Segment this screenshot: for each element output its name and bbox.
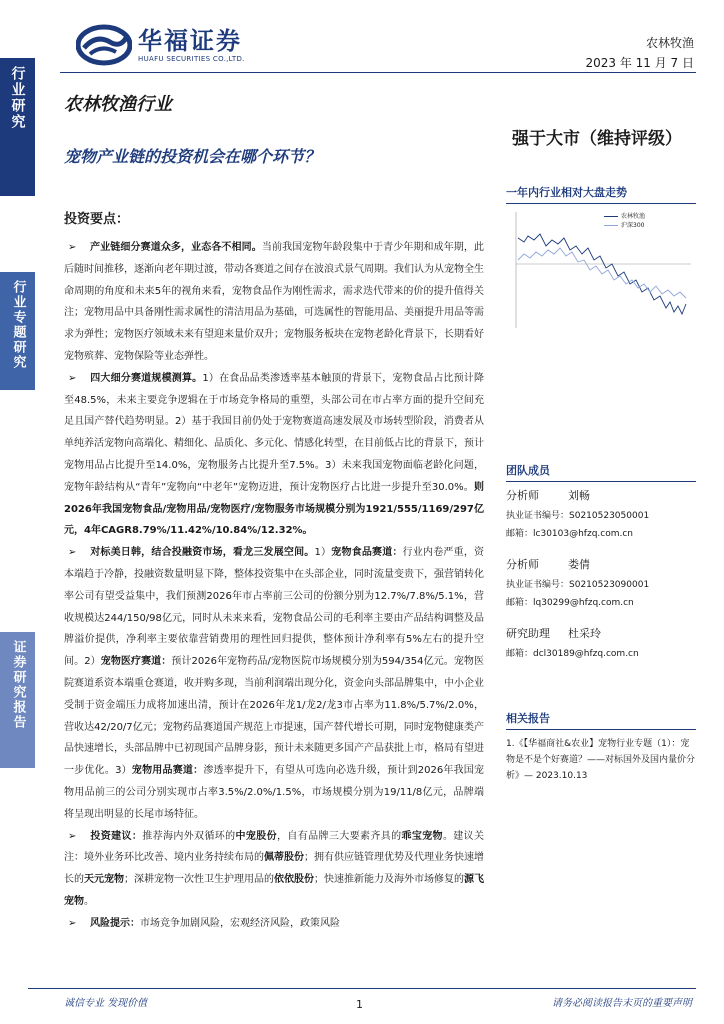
investment-highlights <box>64 208 484 935</box>
paragraph-benchmark: ➢ 对标美日韩，结合投融资市场，看龙三发展空间。1）宠物食品赛道：行业内卷严重，资本端趋于冷静，投融资数量明显下降，整体投资集中在头部企业，同时流量变贵下，强营销转化率公司有望受益集中，我们预测2026年市占率前三公司的份额分别为12.7%/7.8%/5.1%，营收规模达244/150/98亿元，同时从未来来看，宠物食品公司的毛利率主要由产品结构调整及品牌溢价提供，净利率主要依靠营销费用的理性回归提供，整体预计净利率有5%左右的提升空间。2）宠物医疗赛道：预计2026年宠物药品/宠物医院市场规模分别为594/354亿元。宠物医院赛道系资本端重仓赛道，收并购多现，当前利润端出现分化，资金向头部品牌集中，中小企业受制于资金端压力成将加速出清，预计在2026年龙1/龙2/龙3市占率为11.8%/5.7%/2.0%，营收达42/20/7亿元；宠物药品赛道国产规范上市提速，国产替代增长可期，同时宠物健康类产品快速增长，头部品牌中已初现国产品牌身影，预计未来随更多国产产品获批上市，格局有望进一步优化。3）宠物用品赛道：渗透率提升下，有望从可选向必选升级，预计到2026年我国宠物用品前三的公司分别实现市占率3.5%/2.0%/1.5%，市场规模分别为19/11/8亿元，品牌端将呈现出明显的长尾市场特征。 <box>64 542 484 825</box>
team-members-section <box>506 462 696 663</box>
company-logo <box>76 24 245 66</box>
member-email[interactable]: dcl30189@hfzq.com.cn <box>533 649 639 659</box>
page-number: 1 <box>356 998 363 1011</box>
team-member: 研究助理 杜采玲 邮箱：dcl30189@hfzq.com.cn <box>506 627 639 659</box>
member-name: 娄倩 <box>568 558 590 571</box>
related-report-link[interactable]: 1.《【华福商社&农业】宠物行业专题（1）：宠物是不是个好赛道？——对标国外及国内量价分析》— 2023.10.13 <box>506 739 696 781</box>
header-industry-tag: 农林牧渔 <box>645 36 694 50</box>
bullet-arrow-icon: ➢ <box>68 372 77 384</box>
legend-item-market: 沪深300 <box>604 221 645 230</box>
trend-chart-svg <box>506 210 696 330</box>
bullet-arrow-icon: ➢ <box>68 917 77 929</box>
report-headline: 宠物产业链的投资机会在哪个环节？ <box>64 147 321 166</box>
logo-en-text: HUAFU SECURITIES CO.,LTD. <box>138 55 245 63</box>
rating-label: 强于大市（维持评级） <box>512 129 682 149</box>
sidebar-tag-special-research: 行业专题研究 <box>0 272 35 390</box>
huafu-logo-icon <box>76 24 132 66</box>
chart-title: 一年内行业相对大盘走势 <box>506 184 696 204</box>
investment-title: 投资要点： <box>64 212 130 227</box>
sidebar-tag-industry-research: 行业研究 <box>0 58 35 196</box>
member-role: 分析师 <box>506 489 539 502</box>
logo-cn-text: 华福证券 <box>138 27 242 55</box>
header-divider <box>60 72 696 73</box>
paragraph-risk: ➢ 风险提示：市场竞争加剧风险，宏观经济风险，政策风险 <box>64 913 484 935</box>
header-date: 2023 年 11 月 7 日 <box>585 56 694 70</box>
member-email[interactable]: lc30103@hfzq.com.cn <box>533 529 633 539</box>
industry-title: 农林牧渔行业 <box>64 94 172 115</box>
footer-disclaimer: 请务必阅读报告末页的重要声明 <box>552 998 692 1009</box>
sidebar-tag-securities-report: 证券研究报告 <box>0 632 35 768</box>
market-line <box>518 248 686 298</box>
bullet-arrow-icon: ➢ <box>68 242 77 253</box>
trend-chart <box>506 210 696 345</box>
team-member: 分析师 娄倩 执业证书编号：S0210523090001 邮箱：lq30299@hfzq.com.cn <box>506 558 650 608</box>
team-title: 团队成员 <box>506 462 696 482</box>
footer-divider <box>28 988 696 989</box>
member-cert: S0210523050001 <box>569 511 650 521</box>
paragraph-market-size: ➢ 四大细分赛道规模测算。1）在食品品类渗透率基本触顶的背景下，宠物食品占比预计降至48.5%，未来主要竞争逻辑在于市场竞争格局的重塑，头部公司在市占率方面的提升空间充足且国产替代趋势明显。2）基于我国目前仍处于宠物赛道高速发展及市场转型阶段，消费者从单纯养活宠物向高端化、精细化、品质化、多元化、情感化转型，在目前低占比的背景下，预计宠物用品占比提升至14.0%，宠物服务占比提升至7.5%。3）未来我国宠物面临老龄化问题，宠物年龄结构从“青年”宠物向“中老年”宠物迈进，预计宠物医疗占比进一步提升至30.0%。则2026年我国宠物食品/宠物用品/宠物医疗/宠物服务市场规模分别为1921/555/1169/297亿元，4年CAGR8.79%/11.42%/10.84%/12.32%。 <box>64 368 484 542</box>
bullet-arrow-icon: ➢ <box>68 830 77 842</box>
chart-legend <box>604 212 645 230</box>
member-name: 杜采玲 <box>568 627 601 640</box>
member-email[interactable]: lq30299@hfzq.com.cn <box>533 598 634 608</box>
reports-title: 相关报告 <box>506 710 696 730</box>
legend-item-industry: 农林牧渔 <box>604 212 645 221</box>
paragraph-investment-advice: ➢ 投资建议：推荐海内外双循环的中宠股份，自有品牌三大要素齐具的乖宝宠物。建议关注：境外业务环比改善、境内业务持续布局的佩蒂股份；拥有供应链管理优势及代理业务快速增长的天元宠物；深耕宠物一次性卫生护理用品的依依股份；快速推新能力及海外市场修复的源飞宠物。 <box>64 826 484 913</box>
member-name: 刘畅 <box>568 489 590 502</box>
bullet-arrow-icon: ➢ <box>68 547 77 559</box>
member-role: 研究助理 <box>506 627 550 640</box>
team-member: 分析师 刘畅 执业证书编号：S0210523050001 邮箱：lc30103@hfzq.com.cn <box>506 489 650 539</box>
relative-trend-section <box>506 184 696 345</box>
member-cert: S0210523090001 <box>569 580 650 590</box>
paragraph-industry-chain: ➢ 产业链细分赛道众多，业态各不相同。当前我国宠物年龄段集中于青少年期和成年期，此后随时间推移，逐渐向老年期过渡，带动各赛道之间存在波浪式景气周期。我们认为从宠物全生命周期的角度和未来5年的视角来看，宠物食品作为刚性需求，需求迭代带来的价的提升值得关注；宠物用品中具备刚性需求属性的清洁用品为基础，可选属性的智能用品、美丽提升用品等需求为弹性；宠物医疗领域未来有望迎来量价双升；宠物服务板块在宠物老龄化背景下，长期看好宠物殡葬、宠物保险等业态弹性。 <box>64 237 484 368</box>
footer-slogan: 诚信专业 发现价值 <box>64 998 148 1009</box>
related-reports-section <box>506 710 696 784</box>
member-role: 分析师 <box>506 558 539 571</box>
